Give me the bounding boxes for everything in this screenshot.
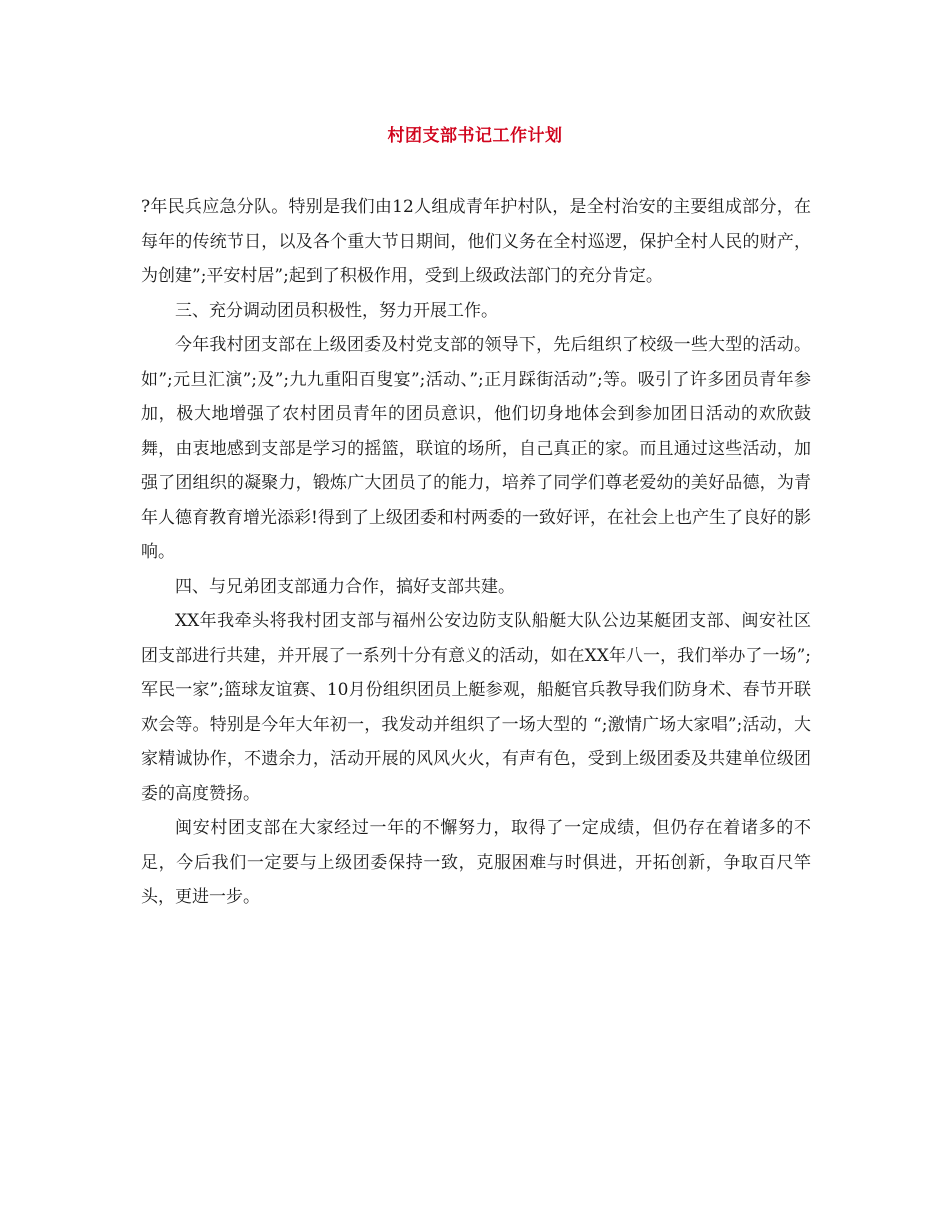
document-title: 村团支部书记工作计划	[387, 126, 563, 146]
paragraph-1: ?年民兵应急分队。特别是我们由12人组成青年护村队，是全村治安的主要组成部分，在每年的传统节日，以及各个重大节日期间，他们义务在全村巡逻，保护全村人民的财产，为创建”;平安村居”;起到了积极作用，受到上级政法部门的充分肯定。	[141, 197, 811, 286]
paragraph-3: 今年我村团支部在上级团委及村党支部的领导下，先后组织了校级一些大型的活动。如”;元旦汇演”;及”;九九重阳百叟宴”;活动、”;正月踩街活动”;等。吸引了许多团员青年参加，极大地增强了农村团员青年的团员意识，他们切身地体会到参加团日活动的欢欣鼓舞，由衷地感到支部是学习的摇篮，联谊的场所，自己真正的家。而且通过这些活动，加强了团组织的凝聚力，锻炼广大团员了的能力，培养了同学们尊老爱幼的美好品德，为青年人德育教育增光添彩!得到了上级团委和村两委的一致好评，在社会上也产生了良好的影响。	[141, 335, 811, 562]
paragraph-6: 闽安村团支部在大家经过一年的不懈努力，取得了一定成绩，但仍存在着诸多的不足，今后我们一定要与上级团委保持一致，克服困难与时俱进，开拓创新，争取百尺竿头，更进一步。	[141, 818, 811, 907]
document-body	[141, 190, 811, 915]
section-heading-4: 四、与兄弟团支部通力合作，搞好支部共建。	[175, 576, 515, 597]
paragraph-5: XX年我牵头将我村团支部与福州公安边防支队船艇大队公边某艇团支部、闽安社区团支部进行共建，并开展了一系列十分有意义的活动，如在XX年八一，我们举办了一场”;军民一家”;篮球友谊赛、10月份组织团员上艇参观，船艇官兵教导我们防身术、春节开联欢会等。特别是今年大年初一，我发动并组织了一场大型的 “;激情广场大家唱”;活动，大家精诚协作，不遗余力，活动开展的风风火火，有声有色，受到上级团委及共建单位级团委的高度赞扬。	[141, 611, 811, 804]
section-heading-3: 三、充分调动团员积极性，努力开展工作。	[175, 300, 498, 321]
